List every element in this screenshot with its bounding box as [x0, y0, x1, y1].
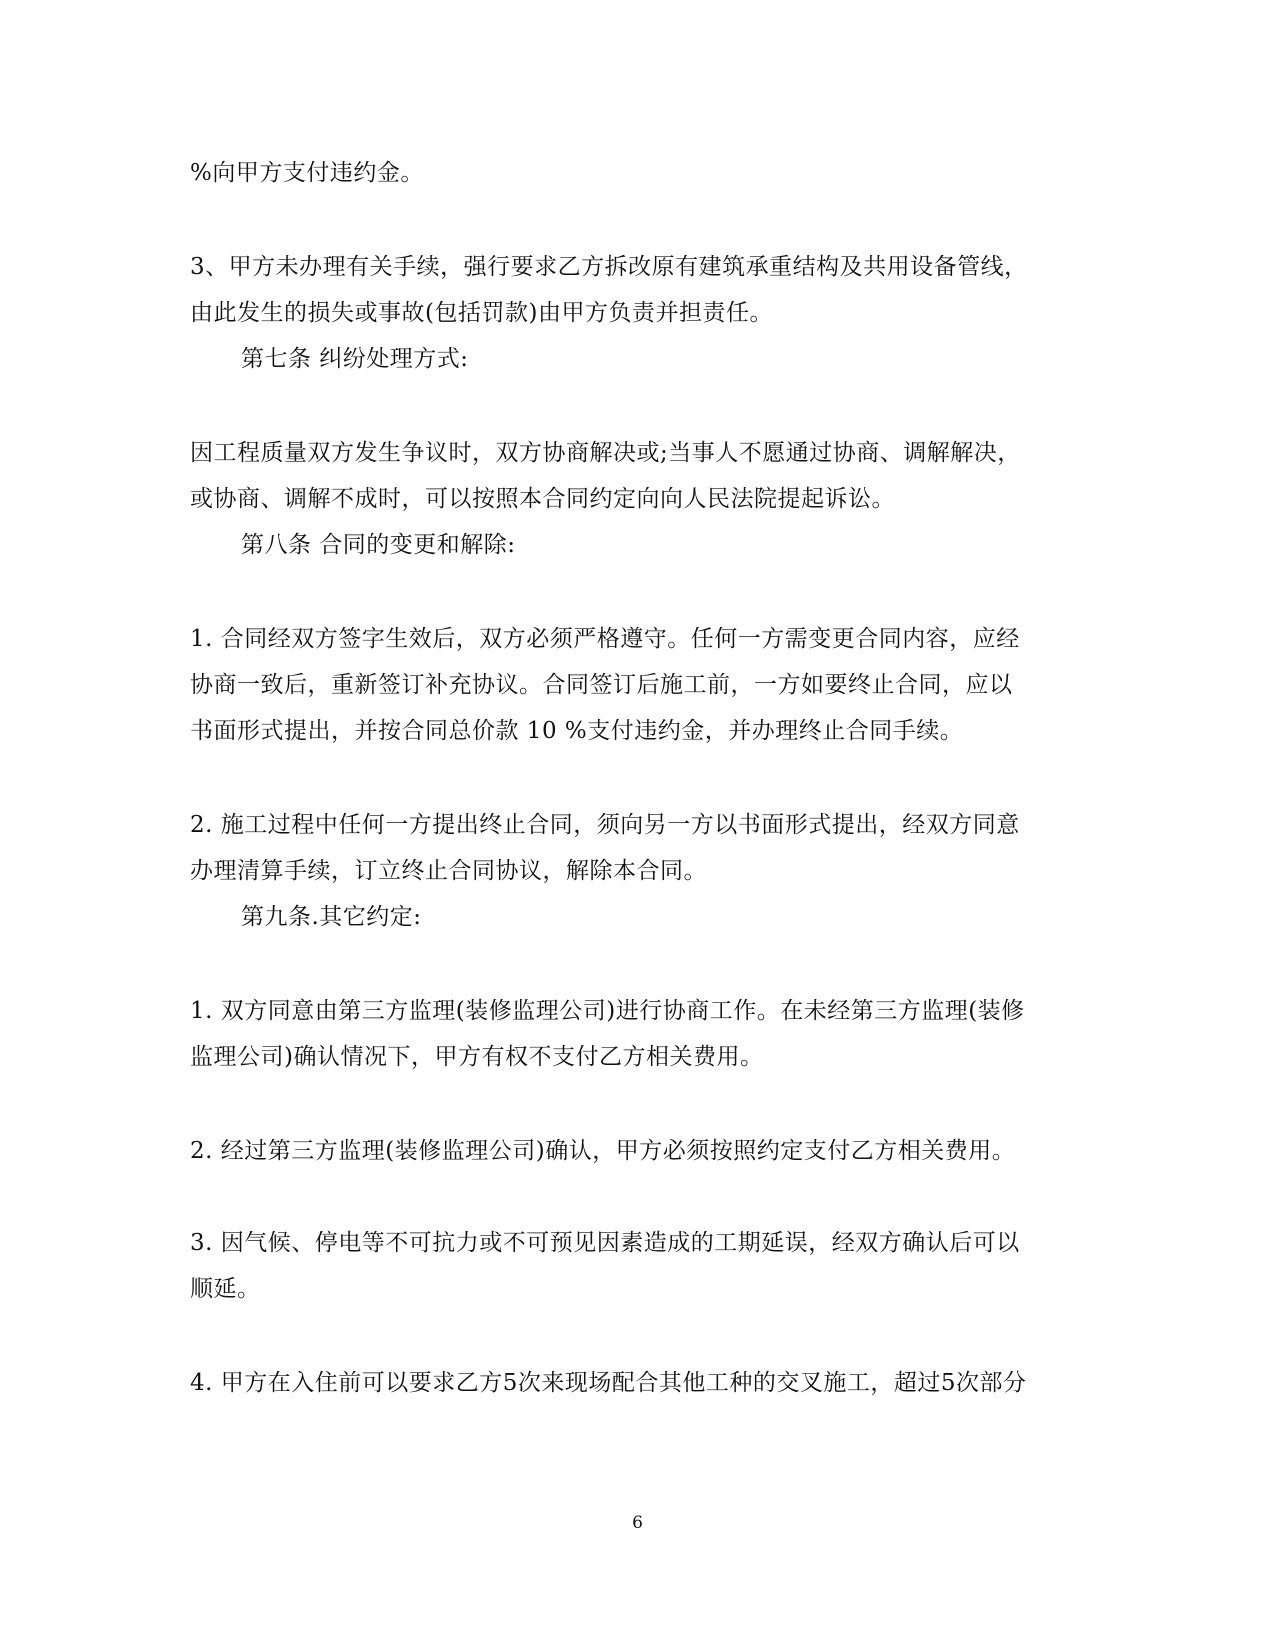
text-line: 办理清算手续，订立终止合同协议，解除本合同。 [190, 858, 707, 884]
section-heading: 第七条 纠纷处理方式: [241, 346, 469, 372]
text-line: 顺延。 [190, 1276, 261, 1302]
text-line: 监理公司)确认情况下，甲方有权不支付乙方相关费用。 [190, 1044, 764, 1070]
text-line: 因工程质量双方发生争议时，双方协商解决或;当事人不愿通过协商、调解解决， [190, 440, 1021, 466]
section-heading: 第九条.其它约定: [241, 904, 422, 930]
text-line: 书面形式提出，并按合同总价款 10 %支付违约金，并办理终止合同手续。 [190, 718, 964, 744]
text-line: 2. 施工过程中任何一方提出终止合同，须向另一方以书面形式提出，经双方同意 [190, 812, 1020, 838]
text-line: 由此发生的损失或事故(包括罚款)由甲方负责并担责任。 [190, 300, 773, 326]
text-line: 1. 双方同意由第三方监理(装修监理公司)进行协商工作。在未经第三方监理(装修 [190, 998, 1025, 1024]
text-line: 或协商、调解不成时，可以按照本合同约定向向人民法院提起诉讼。 [190, 486, 895, 512]
page-number: 6 [632, 1513, 643, 1533]
text-line: 协商一致后，重新签订补充协议。合同签订后施工前，一方如要终止合同，应以 [190, 672, 1013, 698]
text-line: 4. 甲方在入住前可以要求乙方5次来现场配合其他工种的交叉施工，超过5次部分 [190, 1370, 1027, 1396]
text-line: 3. 因气候、停电等不可抗力或不可预见因素造成的工期延误，经双方确认后可以 [190, 1230, 1020, 1256]
text-line: 2. 经过第三方监理(装修监理公司)确认，甲方必须按照约定支付乙方相关费用。 [190, 1138, 1016, 1164]
text-line: %向甲方支付违约金。 [190, 160, 424, 186]
section-heading: 第八条 合同的变更和解除: [241, 532, 516, 558]
text-line: 1. 合同经双方签字生效后，双方必须严格遵守。任何一方需变更合同内容，应经 [190, 626, 1020, 652]
text-line: 3、甲方未办理有关手续，强行要求乙方拆改原有建筑承重结构及共用设备管线， [190, 254, 1028, 280]
